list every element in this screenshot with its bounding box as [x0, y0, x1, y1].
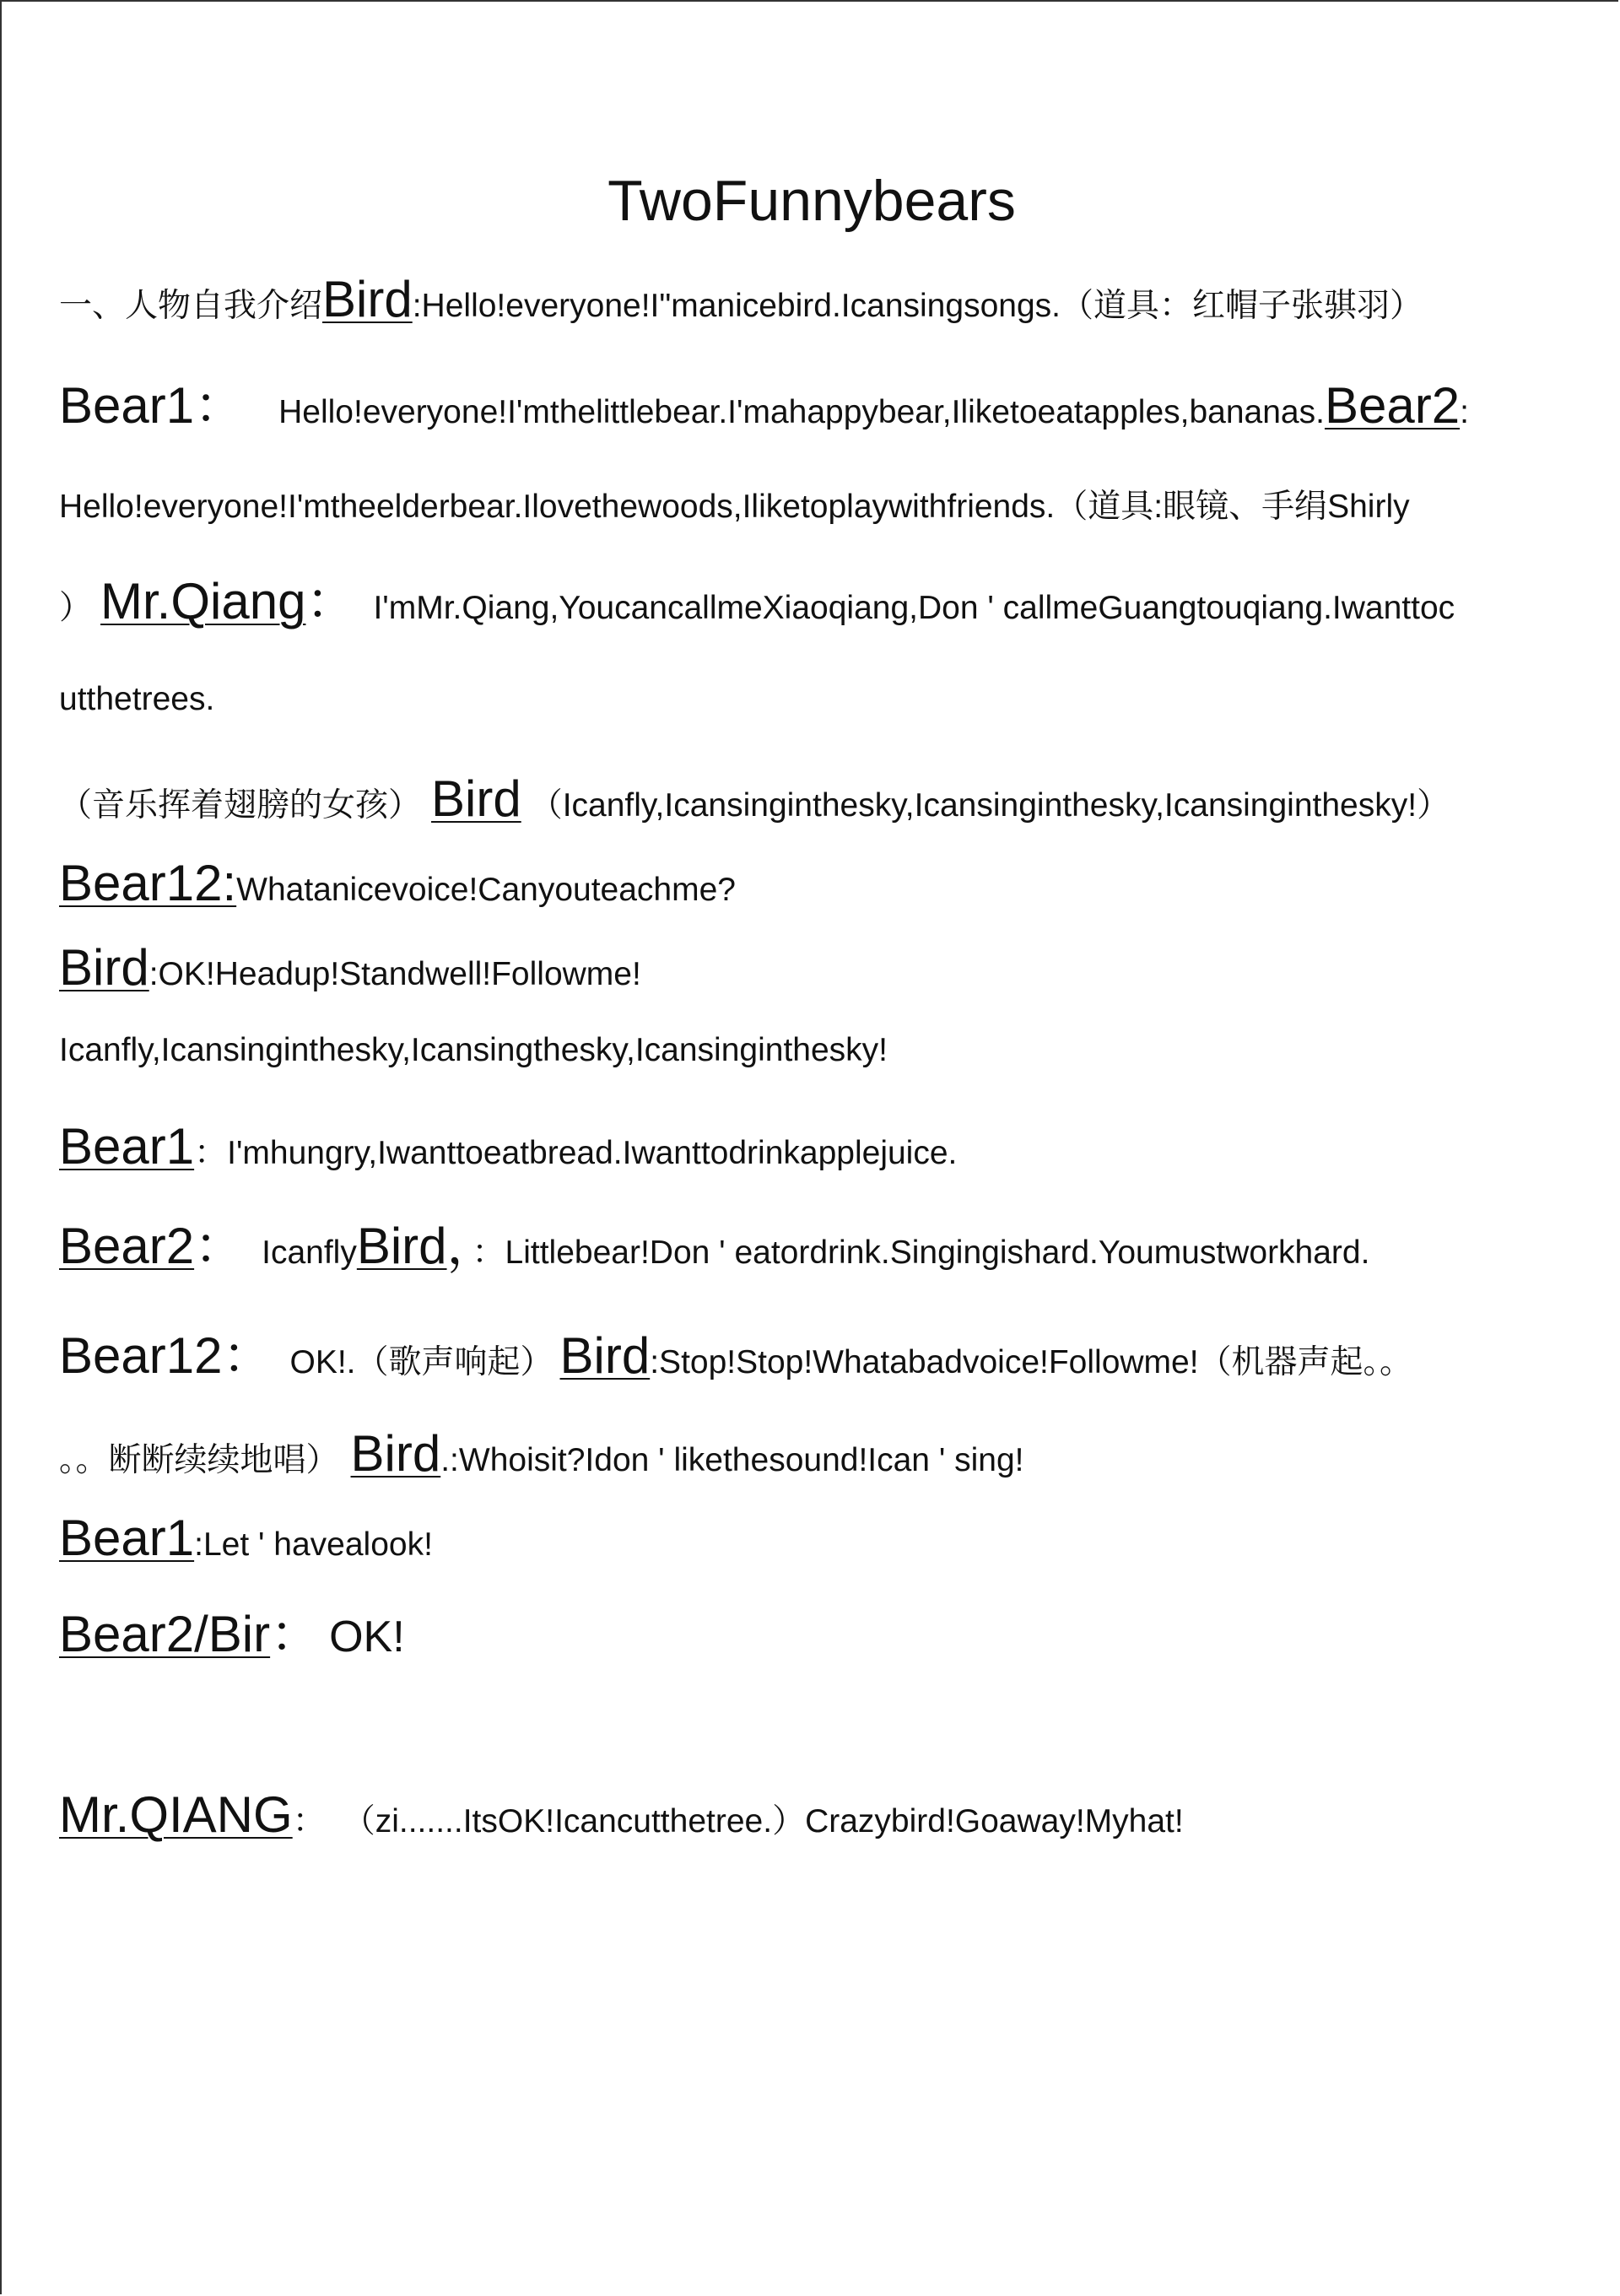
dialogue-text: OK! [329, 1613, 405, 1661]
section-heading: 一、人物自我介绍 [59, 287, 323, 325]
speaker-colon: ： [305, 573, 357, 629]
script-line-7 [59, 854, 736, 920]
script-line-10 [59, 1117, 957, 1183]
document-title: TwoFunnybears [608, 169, 1016, 233]
speaker-name-2: Bear2 [1324, 377, 1461, 434]
dialogue-text: :OK!Headup!Standwell!Followme! [148, 956, 641, 992]
script-line-15 [59, 1605, 405, 1671]
speaker-colon: ： [194, 1135, 228, 1171]
dialogue-text: .:Whoisit?Idon ' likethesound!Ican ' sing! [440, 1442, 1024, 1478]
script-line-12 [59, 1326, 1412, 1392]
script-line-1 [59, 270, 1423, 336]
dialogue-text: OK!.（歌声响起） [289, 1344, 554, 1380]
dialogue-text: Hello!everyone!I'mtheelderbear.Ilovethewoods,Iliketoplaywithfriends.（道具:眼镜、手绢Shirly [59, 489, 1410, 525]
dialogue-text: （zi.......ItsOK!Icancutthetree.）Crazybird!Goaway!Myhat! [342, 1803, 1184, 1840]
speaker-name: Bear12: [59, 855, 237, 911]
speaker-name: Bear1 [59, 1510, 195, 1566]
dialogue-text: I'mMr.Qiang,YoucancallmeXiaoqiang,Don ' callmeGuangtouqiang.Iwanttoc [373, 590, 1455, 626]
script-line-3 [59, 478, 1410, 537]
speaker-colon: ： [292, 1803, 326, 1840]
speaker-name-2: Bird [559, 1327, 651, 1384]
speaker-name: Bear2 [59, 1218, 195, 1274]
stage-direction: （音乐挥着翅膀的女孩） [59, 786, 422, 824]
speaker-name: Bear12： [59, 1327, 273, 1384]
script-line-6 [59, 770, 1450, 835]
dialogue-tail: : [1460, 394, 1469, 430]
dialogue-text: :Hello!everyone!I"manicebird.Icansingsongs.（道具：红帽子张骐羽） [412, 288, 1423, 324]
script-line-14 [59, 1509, 433, 1575]
line-prefix: ） [59, 589, 93, 627]
speaker-name: Bear1 [59, 1118, 195, 1175]
script-line-16 [59, 1785, 1184, 1851]
script-line-4 [59, 572, 1455, 638]
dialogue-text: Icanfly [262, 1234, 357, 1271]
speaker-colon: ： [270, 1606, 321, 1662]
script-line-2 [59, 376, 1469, 442]
dialogue-text: I'mhungry,Iwanttoeatbread.Iwanttodrinkapplejuice. [227, 1135, 958, 1171]
dialogue-text: utthetrees. [59, 681, 215, 717]
stage-direction: 。。断断续续地唱） [59, 1441, 339, 1479]
dialogue-text: :Let ' havealook! [194, 1526, 433, 1563]
speaker-name: Bird [431, 770, 521, 827]
speaker-name: Bear2/Bir [59, 1606, 271, 1662]
dialogue-comma: ， [446, 1218, 472, 1274]
script-line-5 [59, 670, 214, 729]
speaker-name: Mr.QIANG [59, 1786, 293, 1843]
script-line-9 [59, 1021, 888, 1080]
speaker-name: Bird [59, 939, 149, 996]
dialogue-text-2: :Stop!Stop!Whatabadvoice!Followme!（机器声起。。 [650, 1344, 1413, 1380]
script-line-11 [59, 1217, 1369, 1283]
dialogue-text: Icanfly,Icansinginthesky,Icansingthesky,Icansinginthesky! [59, 1032, 888, 1068]
speaker-name-2: Bird [356, 1218, 447, 1274]
speaker-name: Bear1： [59, 377, 246, 434]
speaker-name: Mr.Qiang [100, 573, 306, 629]
dialogue-text: （Icanfly,Icansinginthesky,Icansinginthesky,Icansinginthesky!） [529, 787, 1450, 824]
speaker-name: Bird [350, 1425, 441, 1482]
dialogue-text: Whatanicevoice!Canyouteachme? [236, 872, 736, 908]
speaker-name: Bird [322, 271, 413, 327]
dialogue-text-2: ：Littlebear!Don ' eatordrink.Singingishard.Youmustworkhard. [472, 1234, 1370, 1271]
script-line-13 [59, 1424, 1024, 1490]
dialogue-text: Hello!everyone!I'mthelittlebear.I'mahappybear,Iliketoeatapples,bananas. [278, 394, 1325, 430]
speaker-colon: ： [194, 1218, 246, 1274]
script-line-8 [59, 938, 641, 1004]
